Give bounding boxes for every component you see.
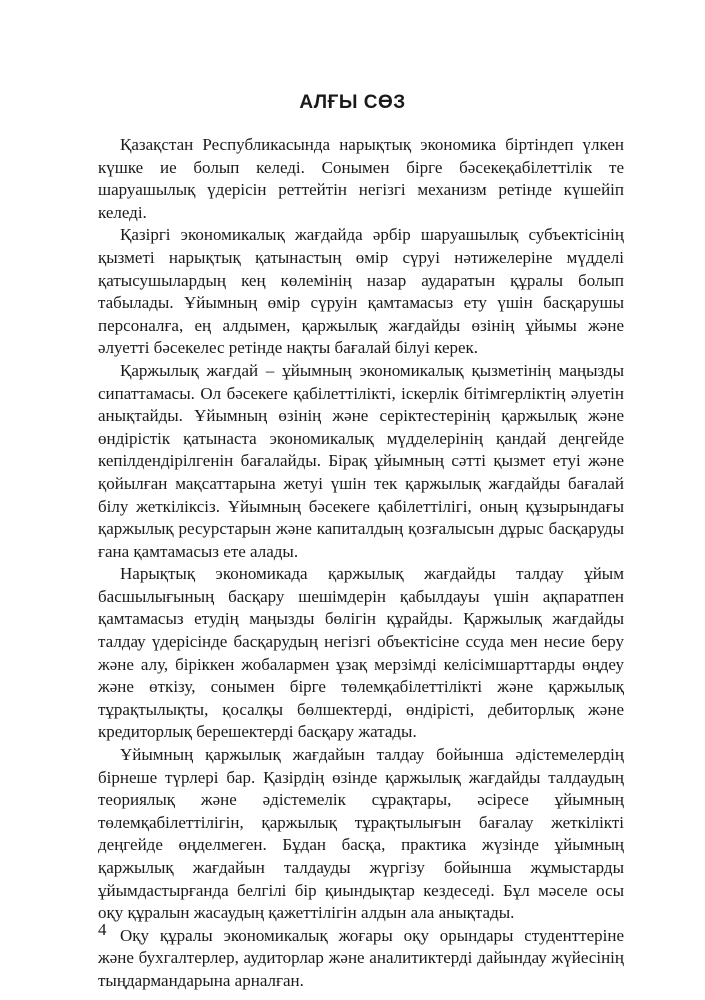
body-text — [98, 134, 624, 993]
paragraph: Қазақстан Республикасында нарықтық экономика біртіндеп үлкен күшке ие болып келеді. Сонымен бірге бәсекеқабілеттілік те шаруашылық үдерісін реттейтін негізгі механизм ретінде күшейіп келеді. — [98, 135, 624, 222]
paragraph: Оқу құралы экономикалық жоғары оқу орындары студенттеріне және бухгалтерлер, аудиторлар және аналитиктерді дайындау жүйесінің тыңдармандарына арналған. — [98, 925, 624, 990]
page-number: 4 — [98, 920, 107, 939]
paragraph: Нарықтық экономикада қаржылық жағдайды талдау ұйым басшылығының басқару шешімдерін қабылдауы үшін ақпаратпен қамтамасыз етудің маңызды бөлігін құрайды. Қаржылық жағдайды талдау үдерісінде басқарудың негізгі объектісіне ссуда мен несие беру және алу, біріккен жобалармен ұзақ мерзімді келісімшарттарды өңдеу және өткізу, сонымен бірге төлемқабілеттілікті және қаржылық тұрақтылықты, қосалқы бөлшектерді, өндірісті, дебиторлық және кредиторлық берешектерді басқару жатады. — [98, 564, 624, 742]
page-title: АЛҒЫ СӨЗ — [299, 92, 406, 113]
paragraph: Ұйымның қаржылық жағдайын талдау бойынша әдістемелердің бірнеше түрлері бар. Қазірдің өзінде қаржылық жағдайды талдаудың теориялық және әдістемелік сұрақтары, әсіресе ұйымның төлемқабілеттілігін, қаржылық тұрақтылығын бағалау жеткілікті деңгейде өңделмеген. Бұдан басқа, практика жүзінде ұйымның қаржылық жағдайын талдауды жүргізу бойынша жұмыстарды ұйымдастырғанда белгілі бір қиындықтар кездеседі. Бұл мәселе осы оқу құралын жасаудың қажеттілігін алдын ала анықтады. — [98, 745, 624, 923]
paragraph: Қазіргі экономикалық жағдайда әрбір шаруашылық субъектісінің қызметі нарықтық қатынастың өмір сүруі нәтижелеріне мүдделі қатысушылардың кең көлемінің назар аударатын құралы болып табылады. Ұйымның өмір сүруін қамтамасыз ету үшін басқарушы персоналға, ең алдымен, қаржылық жағдайды өзінің ұйымы және әлуетті бәсекелес ретінде нақты бағалай білуі керек. — [98, 225, 624, 358]
paragraph: Қаржылық жағдай – ұйымның экономикалық қызметінің маңызды сипаттамасы. Ол бәсекеге қабілеттілікті, іскерлік бітімгерліктің әлуетін анықтайды. Ұйымның өзінің және серіктестерінің қаржылық және өндірістік қатынаста экономикалық мүдделерінің қандай деңгейде кепілдендірілгенін бағалайды. Бірақ ұйымның сәтті қызмет етуі және қойылған мақсаттарына жетуі үшін тек қаржылық жағдайды бағалай білу жеткіліксіз. Ұйымның бәсекеге қабілеттілігі, оның құзырындағы қаржылық ресурстарын және капиталдың қозғалысын дұрыс басқаруды ғана қамтамасыз ете алады. — [98, 360, 624, 561]
